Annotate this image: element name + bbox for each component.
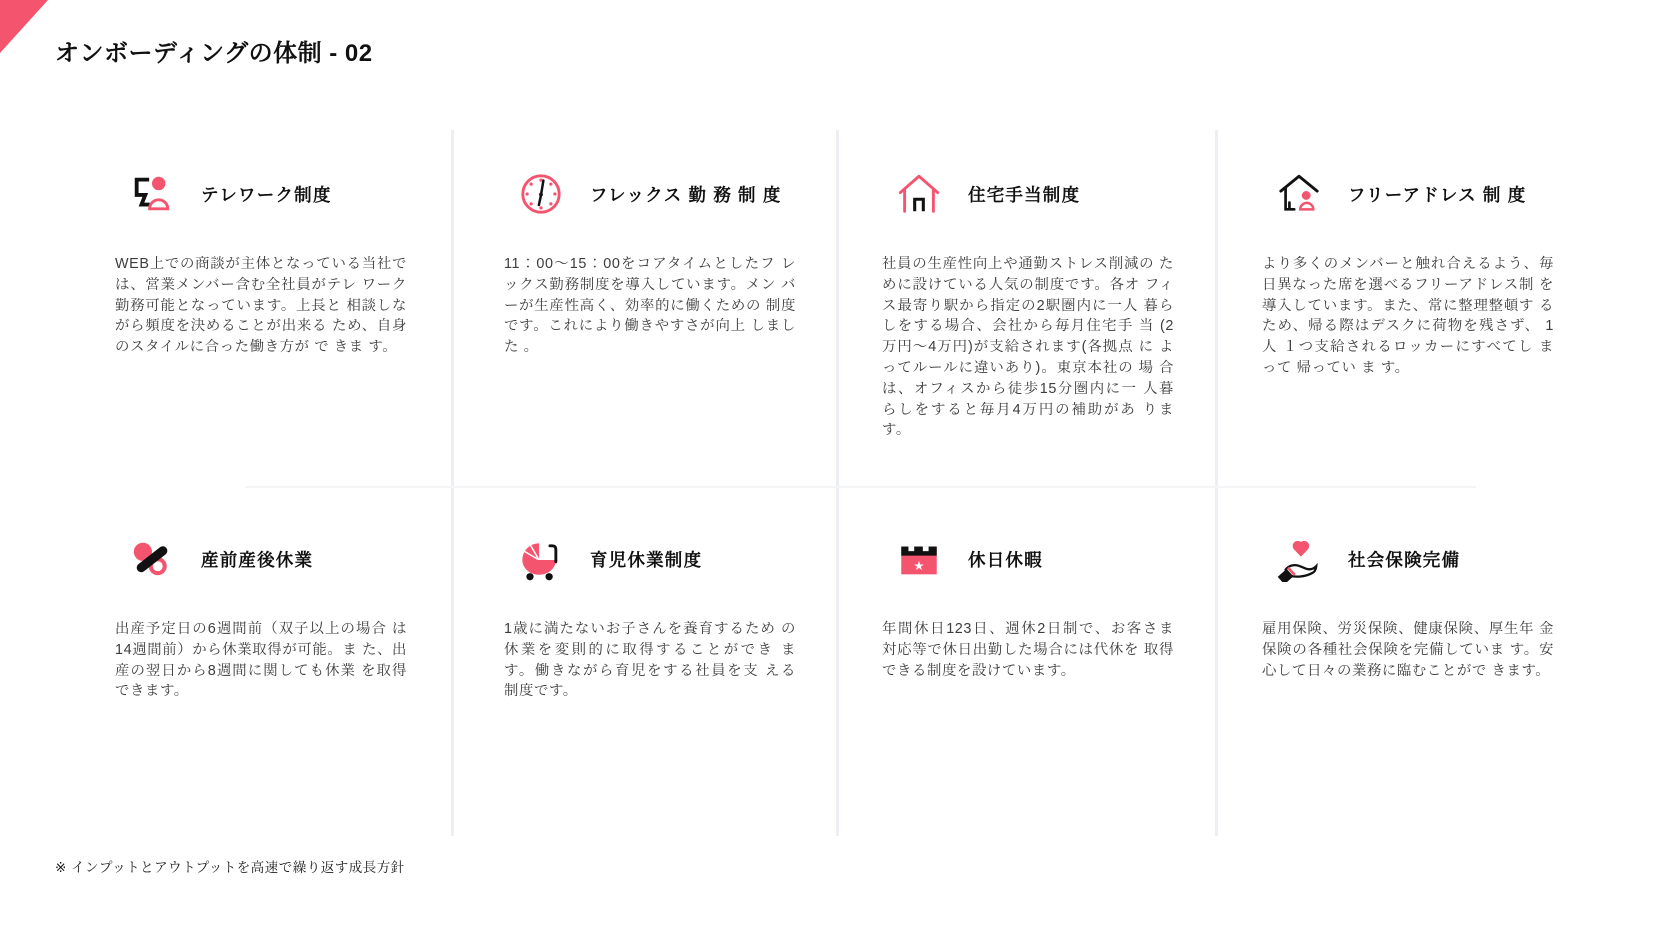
- card-body: より多くのメンバーと触れ合えるよう、毎 日異なった席を選べるフリーアドレス制 を 導入しています。また、常に整理整頓す る ため、帰る際はデスクに荷物を残さず、 1人 １つ支給されるロッカーにすべてし まって 帰ってい ま す。: [1262, 256, 1554, 376]
- card-title: 住宅手当制度: [968, 184, 1081, 205]
- card-header: [1262, 535, 1554, 583]
- card-header: [115, 535, 407, 583]
- svg-text:★: ★: [913, 558, 925, 574]
- pacifier-icon: [129, 536, 175, 582]
- heart-in-hand-icon: [1276, 536, 1322, 582]
- benefit-card-housing: [882, 170, 1174, 441]
- card-body: 雇用保険、労災保険、健康保険、厚生年 金保険の各種社会保険を完備していま す。安心して日々の業務に臨むことがで きます。: [1262, 621, 1554, 679]
- card-header: [504, 535, 796, 583]
- benefit-card-telework: [115, 170, 407, 358]
- telework-person-icon: [129, 171, 175, 217]
- card-title: フリーアドレス 制 度: [1348, 184, 1527, 205]
- flex-clock-icon: [518, 171, 564, 217]
- card-title: 社会保険完備: [1348, 549, 1461, 570]
- benefit-card-holidays: [882, 535, 1174, 681]
- footnote: ※ インプットとアウトプットを高速で繰り返す成長方針: [55, 860, 405, 875]
- holiday-calendar-icon: [896, 536, 942, 582]
- free-address-house-icon: [1276, 171, 1322, 217]
- card-header: [1262, 170, 1554, 218]
- card-header: [115, 170, 407, 218]
- card-title: 産前産後休業: [201, 549, 314, 570]
- card-body: 11：00〜15：00をコアタイムとしたフ レックス勤務制度を導入しています。メン バーが生産性高く、効率的に働くための 制度です。これにより働きやすさが向上 しました 。: [504, 256, 796, 356]
- card-header: [504, 170, 796, 218]
- card-title: 育児休業制度: [590, 549, 703, 570]
- benefit-card-childcare-leave: [504, 535, 796, 702]
- card-body: WEB上での商談が主体となっている当社では、営業メンバー含む全社員がテレ ワーク勤務可能となっています。上長と 相談しながら頻度を決めることが出来る ため、自身のスタイルに合った働き方が で きま す。: [115, 256, 407, 356]
- card-body: 年間休日123日、週休2日制で、お客さま 対応等で休日出勤した場合には代休を 取得 できる制度を設けています。: [882, 621, 1174, 679]
- card-body: 出産予定日の6週間前（双子以上の場合 は 14週間前）から休業取得が可能。ま た、出 産の翌日から8週間に関しても休業 を取得 できます。: [115, 621, 407, 700]
- benefit-card-free-address: [1262, 170, 1554, 379]
- benefit-card-flextime: [504, 170, 796, 358]
- card-header: [882, 535, 1174, 583]
- column-divider: [1215, 130, 1218, 836]
- card-title: 休日休暇: [968, 549, 1043, 570]
- stroller-icon: [518, 536, 564, 582]
- housing-house-icon: [896, 171, 942, 217]
- card-title: フレックス 勤 務 制 度: [590, 184, 782, 205]
- card-body: 社員の生産性向上や通勤ストレス削減の ために設けている人気の制度です。各オ フィス最寄り駅から指定の2駅圏内に一人 暮らしをする場合、会社から毎月住宅手 当 (2万円〜4万円)が支給されます(各拠点 に よってルールに違いあり)。東京本社の 場 合は、オフィスから徒歩15分圏内に一 人暮 らしをすると毎月4万円の補助があ ります。: [882, 256, 1174, 439]
- benefit-card-maternity-leave: [115, 535, 407, 702]
- benefit-card-social-insurance: [1262, 535, 1554, 681]
- column-divider: [836, 130, 839, 836]
- page-title: オンボーディングの体制 - 02: [55, 40, 373, 67]
- card-title: テレワーク制度: [201, 184, 332, 205]
- card-header: [882, 170, 1174, 218]
- column-divider: [451, 130, 454, 836]
- card-body: 1歳に満たないお子さんを養育するため の休業を変則的に取得することができ ま す。働きながら育児をする社員を支 える 制度です。: [504, 621, 796, 700]
- corner-accent-triangle: [0, 0, 48, 53]
- row-divider: [245, 486, 1476, 488]
